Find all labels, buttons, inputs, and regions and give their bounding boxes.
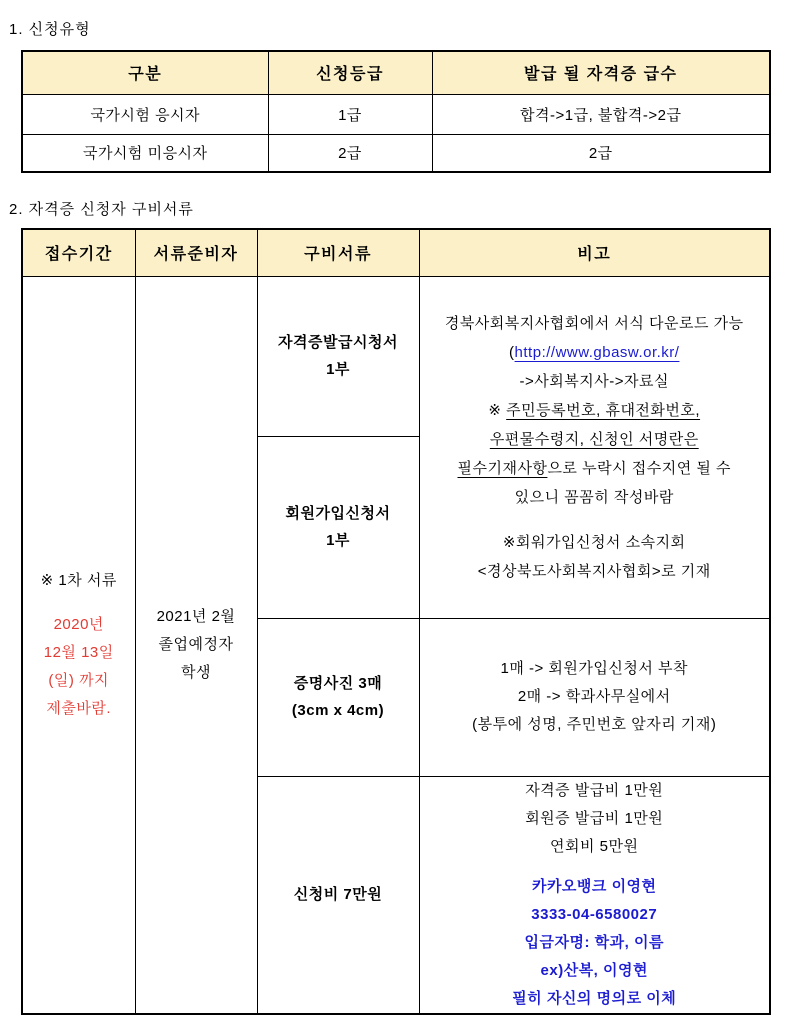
preparer-cell: [135, 276, 257, 1014]
table2-header-row: [22, 229, 770, 276]
reception-note: ※ 1차 서류: [40, 571, 117, 589]
photo-usage-2: 2매 -> 학과사무실에서: [517, 688, 671, 705]
table1-row1-issued: 합격->1급, 불합격->2급: [432, 94, 770, 134]
section2-title: 2. 자격증 신청자 구비서류: [9, 201, 194, 218]
required-fields-underlined: 주민등록번호, 휴대전화번호,: [506, 401, 701, 419]
remarks-required-fields-3: [457, 454, 731, 483]
preparer-line: 2021년 2월: [156, 607, 236, 625]
document-membership-application-cell: [257, 436, 419, 618]
remarks-menu-path: ->사회복지사->자료실: [519, 372, 669, 390]
fee-breakdown-2: 회원증 발급비 1만원: [525, 809, 664, 827]
deadline-line: 제출바람.: [46, 699, 112, 717]
required-documents-table: [21, 228, 771, 1015]
table-row: [22, 276, 770, 436]
table1-row1-grade: 1급: [268, 94, 432, 134]
application-type-table: [21, 50, 771, 173]
preparer-line: 졸업예정자: [158, 635, 234, 653]
table1-row2-grade: 2급: [268, 134, 432, 172]
document-certificate-application-cell: [257, 276, 419, 436]
deadline-line: 12월 13일: [43, 643, 114, 661]
reference-mark: ※: [488, 401, 507, 419]
document-fee-cell: [257, 776, 419, 1014]
document-count: 1부: [326, 361, 350, 378]
table1-header-issued-grade: 발급 될 자격증 급수: [432, 51, 770, 94]
photo-usage-3: (봉투에 성명, 주민번호 앞자리 기재): [472, 716, 717, 733]
remarks-download-info: 경북사회복지사협회에서 서식 다운로드 가능: [444, 314, 744, 332]
remarks-fee-cell: [419, 776, 770, 1014]
section1-title: 1. 신청유형: [9, 21, 91, 38]
remarks-required-fields-1: [488, 396, 700, 425]
table1-header-grade: 신청등급: [268, 51, 432, 94]
remarks-url-line: [509, 338, 679, 367]
fee-breakdown-3: 연회비 5만원: [550, 837, 639, 855]
mandatory-rest: 으로 누락시 접수지연 될 수: [547, 459, 731, 477]
remarks-fill-carefully: 있으니 꼼꼼히 작성바람: [514, 488, 674, 506]
document-photo-cell: [257, 618, 419, 776]
depositor-name-format: 입금자명: 학과, 이름: [524, 933, 664, 951]
gbasw-link[interactable]: http://www.gbasw.or.kr/: [514, 343, 680, 361]
document-name: 신청비 7만원: [293, 886, 383, 903]
remarks-photo-cell: [419, 618, 770, 776]
preparer-line: 학생: [181, 663, 211, 681]
remarks-forms-cell: [419, 276, 770, 618]
document-name: 회원가입신청서: [285, 505, 391, 522]
document-size: (3cm x 4cm): [291, 702, 385, 719]
table2-header-preparer: 서류준비자: [135, 229, 257, 276]
mandatory-underlined: 필수기재사항: [457, 459, 548, 477]
table1-header-row: [22, 51, 770, 94]
deadline-line: 2020년: [53, 615, 104, 633]
document-name: 자격증발급시청서: [278, 334, 398, 351]
photo-usage-1: 1매 -> 회원가입신청서 부착: [500, 660, 688, 677]
transfer-own-name-note: 필히 자신의 명의로 이체: [512, 989, 677, 1007]
table1-header-category: 구분: [22, 51, 268, 94]
document-name: 증명사진 3매: [293, 675, 383, 692]
depositor-name-example: ex)산복, 이영현: [540, 961, 648, 979]
fee-breakdown-1: 자격증 발급비 1만원: [525, 781, 664, 799]
bank-account-number: 3333-04-6580027: [531, 905, 658, 923]
table2-header-reception-period: 접수기간: [22, 229, 135, 276]
table1-row2-category: 국가시험 미응시자: [22, 134, 268, 172]
remarks-membership-branch-2: <경상북도사회복지사협회>로 기재: [477, 562, 711, 580]
deadline-line: (일) 까지: [48, 671, 110, 689]
paren: (: [509, 343, 515, 361]
table1-row2-issued: 2급: [432, 134, 770, 172]
table-row: [22, 134, 770, 172]
reception-period-cell: [22, 276, 135, 1014]
remarks-required-fields-2: 우편물수령지, 신청인 서명란은: [489, 430, 699, 448]
remarks-membership-branch-1: ※회워가입신청서 소속지회: [502, 533, 686, 551]
document-count: 1부: [326, 532, 350, 549]
bank-account-holder: 카카오뱅크 이영현: [531, 877, 657, 895]
table1-row1-category: 국가시험 응시자: [22, 94, 268, 134]
table2-header-remarks: 비고: [419, 229, 770, 276]
table2-header-documents: 구비서류: [257, 229, 419, 276]
table-row: [22, 94, 770, 134]
